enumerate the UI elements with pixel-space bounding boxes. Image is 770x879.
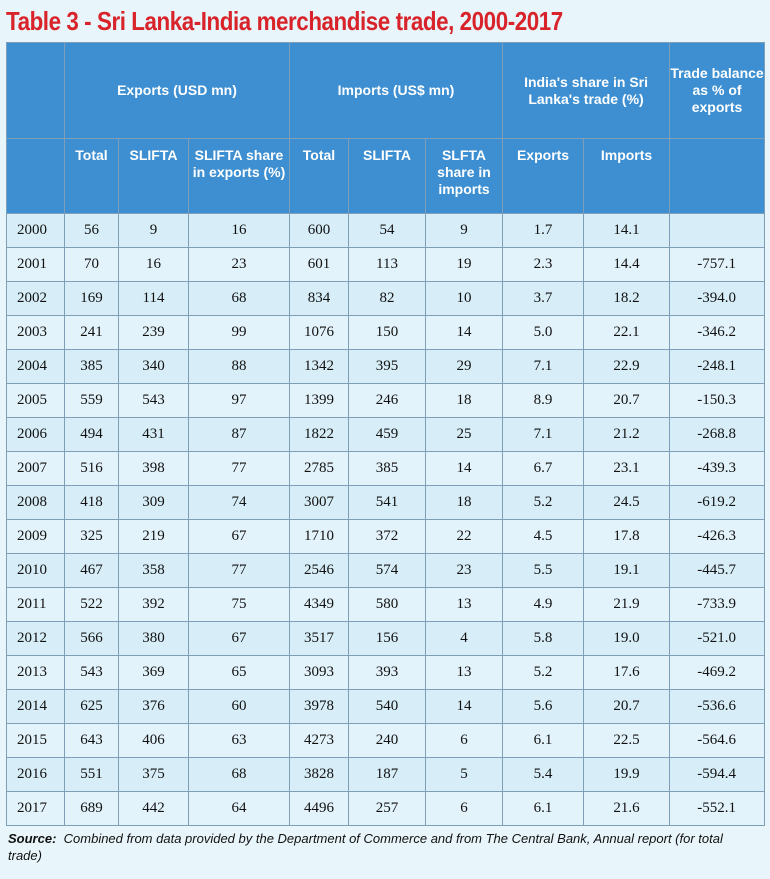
share-exports-cell: 4.5 xyxy=(503,520,584,554)
share-exports-cell: 5.8 xyxy=(503,622,584,656)
imports-slifta-header: SLIFTA xyxy=(349,139,426,214)
imports-total-cell: 1399 xyxy=(290,384,349,418)
exports-total-cell: 543 xyxy=(65,656,119,690)
exports-slifta-cell: 442 xyxy=(119,792,189,826)
table-title: Table 3 - Sri Lanka-India merchandise trade, 2000-2017 xyxy=(6,6,563,36)
table-row xyxy=(7,554,765,588)
trade-balance-cell: -248.1 xyxy=(670,350,765,384)
imports-share-cell: 25 xyxy=(426,418,503,452)
table-row xyxy=(7,656,765,690)
exports-share-cell: 75 xyxy=(189,588,290,622)
exports-share-cell: 77 xyxy=(189,554,290,588)
share-imports-cell: 17.8 xyxy=(584,520,670,554)
imports-slifta-cell: 574 xyxy=(349,554,426,588)
share-exports-cell: 8.9 xyxy=(503,384,584,418)
share-imports-cell: 19.0 xyxy=(584,622,670,656)
year-cell: 2017 xyxy=(7,792,65,826)
share-imports-cell: 19.1 xyxy=(584,554,670,588)
exports-slifta-cell: 380 xyxy=(119,622,189,656)
exports-slifta-cell: 392 xyxy=(119,588,189,622)
imports-total-cell: 1710 xyxy=(290,520,349,554)
imports-slifta-cell: 82 xyxy=(349,282,426,316)
exports-total-cell: 494 xyxy=(65,418,119,452)
imports-slifta-cell: 541 xyxy=(349,486,426,520)
trade-balance-cell: -469.2 xyxy=(670,656,765,690)
share-exports-cell: 6.7 xyxy=(503,452,584,486)
source-text: Combined from data provided by the Department of Commerce and from The Central Bank, Annual report (for total trade) xyxy=(8,831,723,863)
imports-total-cell: 3828 xyxy=(290,758,349,792)
imports-slifta-cell: 395 xyxy=(349,350,426,384)
table-row xyxy=(7,248,765,282)
exports-slifta-cell: 340 xyxy=(119,350,189,384)
exports-total-header: Total xyxy=(65,139,119,214)
imports-total-cell: 601 xyxy=(290,248,349,282)
imports-share-cell: 13 xyxy=(426,656,503,690)
share-exports-cell: 6.1 xyxy=(503,724,584,758)
exports-group-header: Exports (USD mn) xyxy=(65,43,290,139)
share-imports-cell: 20.7 xyxy=(584,690,670,724)
table-row xyxy=(7,418,765,452)
trade-balance-cell: -733.9 xyxy=(670,588,765,622)
exports-total-cell: 169 xyxy=(65,282,119,316)
imports-slifta-cell: 385 xyxy=(349,452,426,486)
exports-share-cell: 99 xyxy=(189,316,290,350)
trade-balance-cell: -564.6 xyxy=(670,724,765,758)
imports-total-cell: 4349 xyxy=(290,588,349,622)
exports-slifta-cell: 376 xyxy=(119,690,189,724)
table-row xyxy=(7,452,765,486)
exports-slifta-cell: 114 xyxy=(119,282,189,316)
exports-slifta-cell: 398 xyxy=(119,452,189,486)
share-imports-cell: 22.5 xyxy=(584,724,670,758)
exports-total-cell: 516 xyxy=(65,452,119,486)
share-imports-cell: 14.4 xyxy=(584,248,670,282)
year-cell: 2014 xyxy=(7,690,65,724)
share-imports-header: Imports xyxy=(584,139,670,214)
exports-total-cell: 643 xyxy=(65,724,119,758)
exports-total-cell: 566 xyxy=(65,622,119,656)
imports-share-cell: 22 xyxy=(426,520,503,554)
trade-balance-cell: -150.3 xyxy=(670,384,765,418)
trade-table xyxy=(6,42,765,826)
exports-share-cell: 63 xyxy=(189,724,290,758)
exports-slifta-cell: 239 xyxy=(119,316,189,350)
trade-balance-cell: -521.0 xyxy=(670,622,765,656)
year-cell: 2006 xyxy=(7,418,65,452)
trade-balance-cell: -394.0 xyxy=(670,282,765,316)
exports-slifta-cell: 375 xyxy=(119,758,189,792)
exports-share-cell: 74 xyxy=(189,486,290,520)
imports-share-cell: 23 xyxy=(426,554,503,588)
imports-share-cell: 18 xyxy=(426,486,503,520)
exports-share-cell: 64 xyxy=(189,792,290,826)
exports-total-cell: 241 xyxy=(65,316,119,350)
share-exports-cell: 1.7 xyxy=(503,214,584,248)
share-imports-cell: 22.1 xyxy=(584,316,670,350)
imports-total-cell: 2785 xyxy=(290,452,349,486)
year-cell: 2016 xyxy=(7,758,65,792)
table-row xyxy=(7,282,765,316)
imports-slifta-cell: 459 xyxy=(349,418,426,452)
imports-share-cell: 14 xyxy=(426,690,503,724)
exports-share-cell: 87 xyxy=(189,418,290,452)
table-row xyxy=(7,520,765,554)
share-exports-cell: 5.2 xyxy=(503,486,584,520)
year-cell: 2015 xyxy=(7,724,65,758)
exports-share-cell: 97 xyxy=(189,384,290,418)
exports-total-cell: 385 xyxy=(65,350,119,384)
exports-slifta-cell: 358 xyxy=(119,554,189,588)
imports-total-cell: 4273 xyxy=(290,724,349,758)
exports-share-cell: 16 xyxy=(189,214,290,248)
trade-balance-cell: -619.2 xyxy=(670,486,765,520)
imports-slifta-cell: 150 xyxy=(349,316,426,350)
imports-total-cell: 600 xyxy=(290,214,349,248)
share-exports-cell: 6.1 xyxy=(503,792,584,826)
exports-slifta-cell: 406 xyxy=(119,724,189,758)
year-cell: 2002 xyxy=(7,282,65,316)
imports-share-cell: 14 xyxy=(426,452,503,486)
year-cell: 2004 xyxy=(7,350,65,384)
table-row xyxy=(7,486,765,520)
exports-share-cell: 60 xyxy=(189,690,290,724)
imports-total-cell: 2546 xyxy=(290,554,349,588)
imports-share-cell: 19 xyxy=(426,248,503,282)
exports-share-cell: 65 xyxy=(189,656,290,690)
share-exports-cell: 5.0 xyxy=(503,316,584,350)
share-imports-cell: 21.6 xyxy=(584,792,670,826)
trade-balance-cell: -426.3 xyxy=(670,520,765,554)
imports-share-cell: 29 xyxy=(426,350,503,384)
exports-slifta-cell: 9 xyxy=(119,214,189,248)
exports-slifta-cell: 16 xyxy=(119,248,189,282)
exports-slifta-cell: 543 xyxy=(119,384,189,418)
share-exports-cell: 5.5 xyxy=(503,554,584,588)
table-row xyxy=(7,384,765,418)
share-imports-cell: 19.9 xyxy=(584,758,670,792)
year-cell: 2009 xyxy=(7,520,65,554)
imports-total-cell: 4496 xyxy=(290,792,349,826)
share-exports-cell: 7.1 xyxy=(503,350,584,384)
imports-slifta-cell: 54 xyxy=(349,214,426,248)
year-cell: 2010 xyxy=(7,554,65,588)
exports-slifta-cell: 431 xyxy=(119,418,189,452)
share-exports-cell: 3.7 xyxy=(503,282,584,316)
imports-slifta-cell: 113 xyxy=(349,248,426,282)
table-row xyxy=(7,588,765,622)
trade-balance-cell: -757.1 xyxy=(670,248,765,282)
trade-balance-cell: -346.2 xyxy=(670,316,765,350)
exports-slifta-cell: 369 xyxy=(119,656,189,690)
table-row xyxy=(7,622,765,656)
table-row xyxy=(7,350,765,384)
share-imports-cell: 21.9 xyxy=(584,588,670,622)
exports-total-cell: 625 xyxy=(65,690,119,724)
exports-total-cell: 70 xyxy=(65,248,119,282)
trade-balance-cell xyxy=(670,214,765,248)
exports-share-cell: 68 xyxy=(189,758,290,792)
imports-share-cell: 5 xyxy=(426,758,503,792)
imports-slifta-cell: 156 xyxy=(349,622,426,656)
year-cell: 2005 xyxy=(7,384,65,418)
table-row xyxy=(7,690,765,724)
exports-total-cell: 689 xyxy=(65,792,119,826)
share-imports-cell: 14.1 xyxy=(584,214,670,248)
imports-slifta-cell: 246 xyxy=(349,384,426,418)
exports-share-cell: 77 xyxy=(189,452,290,486)
share-imports-cell: 20.7 xyxy=(584,384,670,418)
year-cell: 2008 xyxy=(7,486,65,520)
share-imports-cell: 17.6 xyxy=(584,656,670,690)
share-imports-cell: 21.2 xyxy=(584,418,670,452)
table-row xyxy=(7,316,765,350)
exports-total-cell: 559 xyxy=(65,384,119,418)
exports-total-cell: 418 xyxy=(65,486,119,520)
imports-slifta-cell: 580 xyxy=(349,588,426,622)
india-share-group-header: India's share in Sri Lanka's trade (%) xyxy=(503,43,670,139)
table-row xyxy=(7,792,765,826)
share-imports-cell: 23.1 xyxy=(584,452,670,486)
trade-balance-cell: -594.4 xyxy=(670,758,765,792)
trade-balance-cell: -536.6 xyxy=(670,690,765,724)
table-row xyxy=(7,724,765,758)
imports-group-header: Imports (US$ mn) xyxy=(290,43,503,139)
share-exports-cell: 7.1 xyxy=(503,418,584,452)
imports-slifta-cell: 187 xyxy=(349,758,426,792)
share-exports-cell: 5.4 xyxy=(503,758,584,792)
share-imports-cell: 18.2 xyxy=(584,282,670,316)
blank-subheader xyxy=(7,139,65,214)
imports-share-cell: 6 xyxy=(426,792,503,826)
share-exports-cell: 5.2 xyxy=(503,656,584,690)
share-exports-header: Exports xyxy=(503,139,584,214)
year-cell: 2011 xyxy=(7,588,65,622)
share-imports-cell: 22.9 xyxy=(584,350,670,384)
imports-share-cell: 9 xyxy=(426,214,503,248)
exports-slifta-header: SLIFTA xyxy=(119,139,189,214)
imports-total-cell: 1342 xyxy=(290,350,349,384)
year-cell: 2013 xyxy=(7,656,65,690)
trade-balance-cell: -445.7 xyxy=(670,554,765,588)
trade-balance-cell: -552.1 xyxy=(670,792,765,826)
exports-share-cell: 67 xyxy=(189,520,290,554)
imports-slifta-cell: 372 xyxy=(349,520,426,554)
exports-total-cell: 551 xyxy=(65,758,119,792)
exports-slifta-cell: 219 xyxy=(119,520,189,554)
imports-share-cell: 13 xyxy=(426,588,503,622)
imports-share-cell: 10 xyxy=(426,282,503,316)
imports-slfta-share-header: SLFTA share in imports xyxy=(426,139,503,214)
exports-share-cell: 67 xyxy=(189,622,290,656)
imports-share-cell: 14 xyxy=(426,316,503,350)
imports-slifta-cell: 393 xyxy=(349,656,426,690)
trade-balance-header: Trade balance as % of exports xyxy=(670,43,765,139)
share-exports-cell: 2.3 xyxy=(503,248,584,282)
imports-total-cell: 3093 xyxy=(290,656,349,690)
trade-balance-cell: -268.8 xyxy=(670,418,765,452)
year-cell: 2001 xyxy=(7,248,65,282)
exports-slifta-share-header: SLIFTA share in exports (%) xyxy=(189,139,290,214)
table-body xyxy=(7,214,765,826)
imports-slifta-cell: 540 xyxy=(349,690,426,724)
share-imports-cell: 24.5 xyxy=(584,486,670,520)
exports-slifta-cell: 309 xyxy=(119,486,189,520)
year-cell: 2003 xyxy=(7,316,65,350)
imports-share-cell: 6 xyxy=(426,724,503,758)
exports-share-cell: 68 xyxy=(189,282,290,316)
exports-total-cell: 467 xyxy=(65,554,119,588)
imports-total-cell: 834 xyxy=(290,282,349,316)
imports-share-cell: 4 xyxy=(426,622,503,656)
source-label: Source: xyxy=(8,831,57,846)
imports-total-cell: 3007 xyxy=(290,486,349,520)
year-cell: 2007 xyxy=(7,452,65,486)
table-row xyxy=(7,758,765,792)
corner-cell xyxy=(7,43,65,139)
blank-subheader xyxy=(670,139,765,214)
share-exports-cell: 5.6 xyxy=(503,690,584,724)
share-exports-cell: 4.9 xyxy=(503,588,584,622)
year-cell: 2000 xyxy=(7,214,65,248)
year-cell: 2012 xyxy=(7,622,65,656)
exports-share-cell: 88 xyxy=(189,350,290,384)
exports-total-cell: 56 xyxy=(65,214,119,248)
imports-total-cell: 3978 xyxy=(290,690,349,724)
imports-total-cell: 1822 xyxy=(290,418,349,452)
imports-slifta-cell: 240 xyxy=(349,724,426,758)
table-row xyxy=(7,214,765,248)
imports-total-header: Total xyxy=(290,139,349,214)
exports-total-cell: 325 xyxy=(65,520,119,554)
imports-share-cell: 18 xyxy=(426,384,503,418)
exports-share-cell: 23 xyxy=(189,248,290,282)
imports-total-cell: 1076 xyxy=(290,316,349,350)
trade-balance-cell: -439.3 xyxy=(670,452,765,486)
exports-total-cell: 522 xyxy=(65,588,119,622)
source-note xyxy=(8,830,758,864)
imports-slifta-cell: 257 xyxy=(349,792,426,826)
imports-total-cell: 3517 xyxy=(290,622,349,656)
